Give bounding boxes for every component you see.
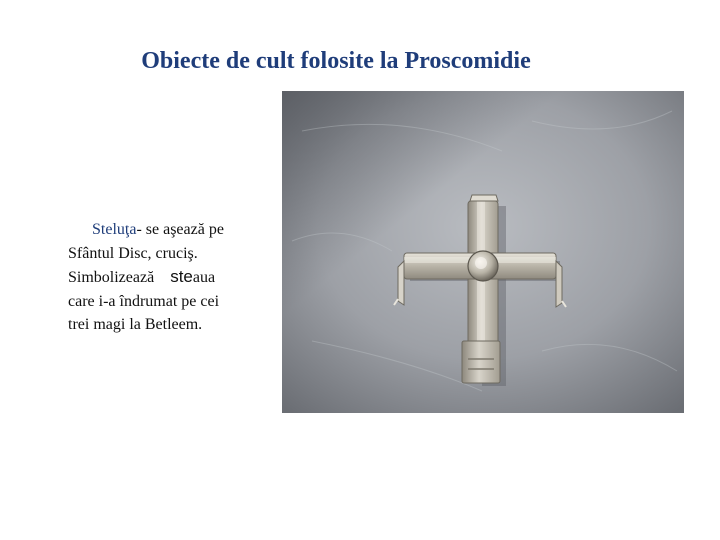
slide-title: Obiecte de cult folosite la Proscomidie bbox=[141, 48, 531, 74]
text-line-3b: ste bbox=[170, 267, 193, 286]
text-line-2: Sfântul Disc, cruciş. bbox=[68, 244, 198, 262]
description-text bbox=[68, 218, 264, 337]
steluta-photo-illustration bbox=[282, 91, 684, 413]
text-line-3c: aua bbox=[192, 269, 216, 286]
text-line-5: trei magi la Betleem. bbox=[68, 316, 203, 333]
text-line-4: care i-a îndrumat pe cei bbox=[68, 292, 220, 310]
definition-fragment: - se aşează pe bbox=[136, 221, 224, 238]
term-steluta: Steluţa bbox=[92, 221, 137, 238]
text-line-3a: Simbolizează bbox=[68, 269, 155, 286]
steluta-photo bbox=[282, 91, 684, 413]
